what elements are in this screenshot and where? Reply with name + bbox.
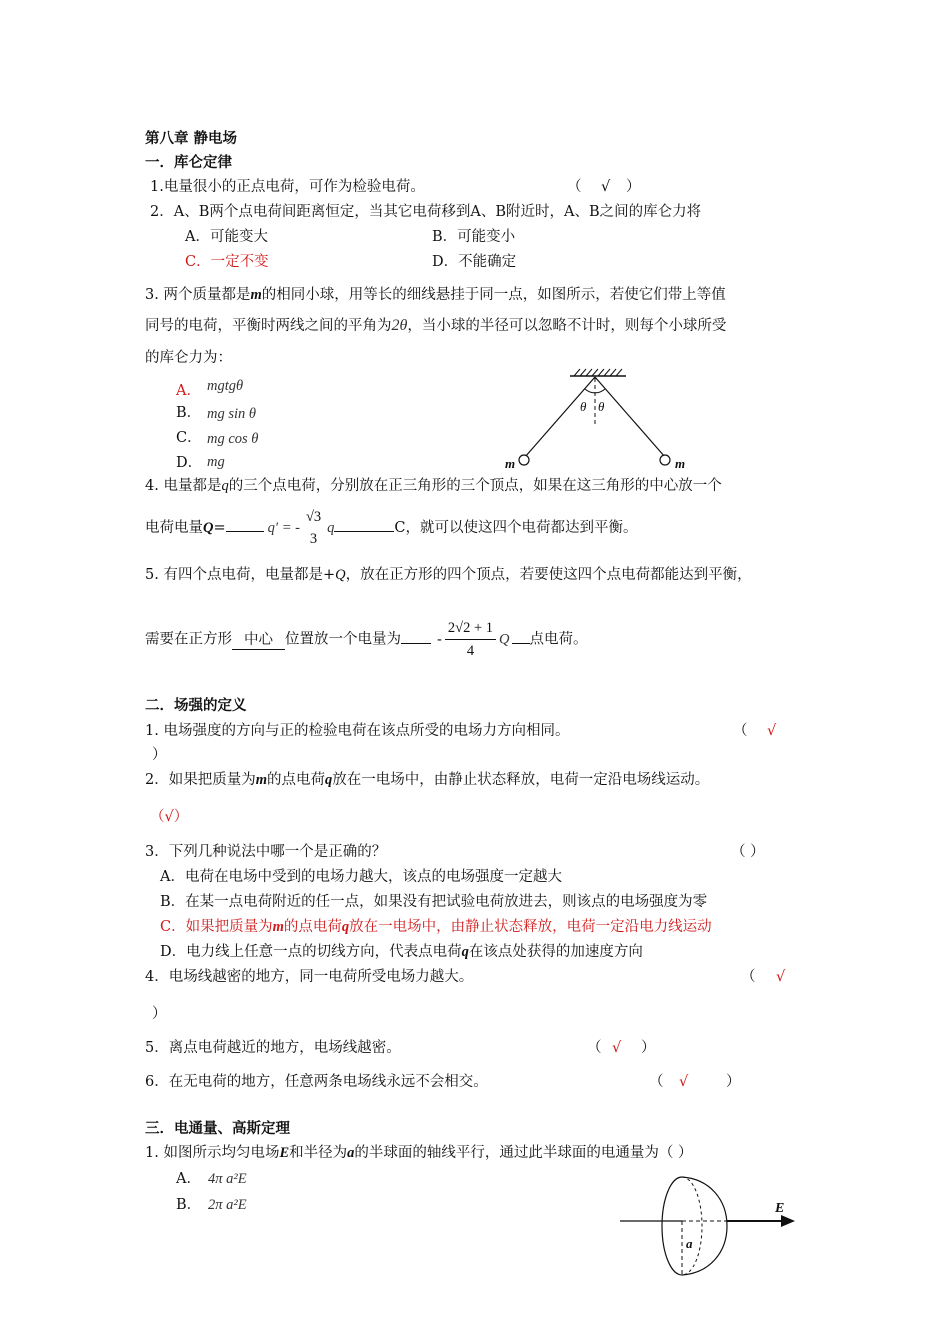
hemisphere-figure bbox=[615, 1175, 805, 1280]
s2-q3-answer-paren: （ ） bbox=[731, 844, 765, 860]
s3-q1-text: 1. 如图所示均匀电场E和半径为a的半球面的轴线平行，通过此半球面的电通量为（ ） bbox=[145, 1145, 693, 1161]
s3-q1-opt-b-value: 2π a²E bbox=[208, 1197, 247, 1213]
s2-q1-answer-mark: √ bbox=[767, 723, 777, 739]
s2-q6-paren-left: （ bbox=[649, 1074, 664, 1090]
s1-q1-answer-mark: √ bbox=[601, 179, 611, 195]
fig-radius-label: a bbox=[686, 1236, 693, 1251]
section-3-title: 三．电通量、高斯定理 bbox=[145, 1120, 290, 1137]
s2-q1-paren-right: ） bbox=[152, 747, 167, 763]
s2-q3-option-c: C．如果把质量为m的点电荷q放在一电场中，由静止状态释放，电荷一定沿电力线运动 bbox=[160, 919, 712, 935]
section-1-title: 一．库仑定律 bbox=[145, 154, 232, 171]
s1-q2-text: 2．A、B两个点电荷间距离恒定，当其它电荷移到A、B附近时，A、B之间的库仑力将 bbox=[150, 204, 702, 220]
s2-q2-text: 2．如果把质量为m的点电荷q放在一电场中，由静止状态释放，电荷一定沿电场线运动。 bbox=[145, 772, 710, 788]
fig-mass-right: m bbox=[675, 456, 686, 471]
s2-q3-option-b: B．在某一点电荷附近的任一点，如果没有把试验电荷放进去，则该点的电场强度为零 bbox=[160, 894, 708, 910]
s1-q3-opt-b-label: B． bbox=[176, 405, 202, 421]
s1-q3-opt-c-value: mg cos θ bbox=[207, 431, 259, 447]
s1-q2-option-b: B．可能变小 bbox=[432, 229, 516, 245]
s2-q5-text: 5．离点电荷越近的地方，电场线越密。 bbox=[145, 1040, 401, 1056]
s1-q2-option-d: D．不能确定 bbox=[432, 254, 517, 270]
s2-q1-text: 1. 电场强度的方向与正的检验电荷在该点所受的电场力方向相同。 bbox=[145, 723, 570, 739]
s2-q3-option-d: D．电力线上任意一点的切线方向，代表点电荷q在该点处获得的加速度方向 bbox=[160, 944, 643, 960]
s1-q4-line1: 4. 电量都是q的三个点电荷，分别放在正三角形的三个顶点，如果在这三角形的中心放一个 bbox=[145, 478, 722, 494]
s1-q3-line3: 的库仑力为： bbox=[145, 350, 232, 366]
s2-q3-option-a: A．电荷在电场中受到的电场力越大，该点的电场强度一定越大 bbox=[160, 869, 562, 885]
s1-q3-line1: 3. 两个质量都是m的相同小球，用等长的细线悬挂于同一点，如图所示，若使它们带上等值 bbox=[145, 287, 726, 303]
s2-q4-text: 4．电场线越密的地方，同一电荷所受电场力越大。 bbox=[145, 969, 474, 985]
fig-theta-right: θ bbox=[598, 399, 605, 414]
s2-q5-paren-right: ） bbox=[641, 1040, 656, 1056]
s3-q1-opt-a-value: 4π a²E bbox=[208, 1171, 247, 1187]
s2-q6-paren-right: ） bbox=[726, 1074, 741, 1090]
fig-mass-left: m bbox=[505, 456, 516, 471]
s1-q1-paren-right: ） bbox=[626, 179, 641, 195]
s2-q5-paren-left: （ bbox=[587, 1040, 602, 1056]
s3-q1-opt-b-label: B． bbox=[176, 1197, 202, 1213]
s1-q3-opt-d-label: D． bbox=[176, 455, 203, 471]
pendulum-figure bbox=[500, 368, 700, 478]
s2-q4-paren-left: （ bbox=[741, 969, 756, 985]
s1-q3-opt-b-value: mg sin θ bbox=[207, 406, 257, 422]
s1-q1-text: 1.电量很小的正点电荷，可作为检验电荷。 bbox=[150, 179, 425, 195]
s2-q6-text: 6．在无电荷的地方，任意两条电场线永远不会相交。 bbox=[145, 1074, 488, 1090]
s1-q3-opt-a-value: mgtgθ bbox=[207, 378, 244, 394]
s1-q2-option-a: A．可能变大 bbox=[185, 229, 268, 245]
s1-q1-paren-left: （ bbox=[567, 179, 582, 195]
s2-q3-text: 3．下列几种说法中哪一个是正确的？ bbox=[145, 844, 387, 860]
s1-q3-opt-a-label: A． bbox=[176, 383, 201, 399]
s1-q3-opt-c-label: C． bbox=[176, 430, 202, 446]
s2-q1-paren-left: （ bbox=[733, 723, 748, 739]
fig-field-label: E bbox=[775, 1201, 785, 1216]
chapter-title: 第八章 静电场 bbox=[145, 130, 238, 147]
s1-q5-line2: 需要在正方形 中心 位置放一个电量为 - $\frac{2√2 + 1}{4}$ Q 点电荷。 bbox=[145, 617, 588, 662]
section-2-title: 二．场强的定义 bbox=[145, 697, 247, 714]
s2-q6-answer-mark: √ bbox=[679, 1074, 689, 1090]
s1-q5-line1: 5. 有四个点电荷，电量都是+Q，放在正方形的四个顶点，若要使这四个点电荷都能达到平衡， bbox=[145, 567, 752, 583]
fig-theta-left: θ bbox=[580, 399, 587, 414]
s1-q2-option-c: C．一定不变 bbox=[185, 254, 269, 270]
s2-q2-answer: （√） bbox=[150, 809, 189, 825]
s2-q4-paren-right: ） bbox=[152, 1006, 167, 1022]
s1-q4-line2: 电荷电量Q= q′ = - √3 3 q C，就可以使这四个电荷都达到平衡。 bbox=[145, 509, 638, 547]
s2-q4-answer-mark: √ bbox=[776, 969, 786, 985]
s3-q1-opt-a-label: A． bbox=[176, 1171, 201, 1187]
s1-q3-line2: 同号的电荷，平衡时两线之间的平角为2θ，当小球的半径可以忽略不计时，则每个小球所受 bbox=[145, 317, 727, 334]
s2-q5-answer-mark: √ bbox=[612, 1040, 622, 1056]
s1-q3-opt-d-value: mg bbox=[207, 454, 225, 470]
